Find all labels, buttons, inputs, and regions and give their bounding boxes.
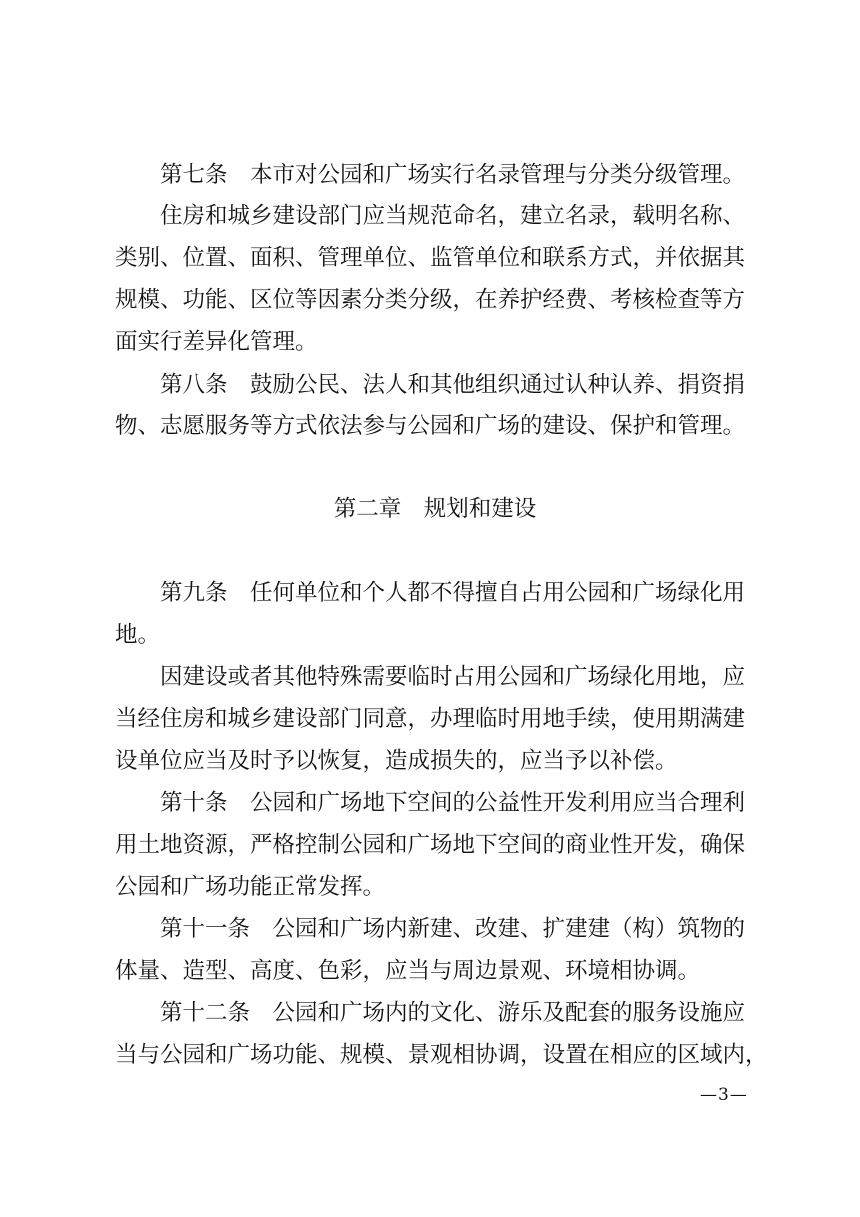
article-11-line-2: 体量、造型、高度、色彩，应当与周边景观、环境相协调。 [115,958,701,984]
article-10-line-3: 公园和广场功能正常发挥。 [115,874,386,900]
article-9-para2-line-1: 因建设或者其他特殊需要临时占用公园和广场绿化用地，应 [160,664,746,690]
article-11-line-1: 第十一条 公园和广场内新建、改建、扩建建（构）筑物的 [160,916,746,942]
article-12-line-1: 第十二条 公园和广场内的文化、游乐及配套的服务设施应 [160,1000,746,1026]
article-9-line-1: 第九条 任何单位和个人都不得擅自占用公园和广场绿化用 [160,580,746,606]
article-10-line-1: 第十条 公园和广场地下空间的公益性开发利用应当合理利 [160,790,746,816]
article-9-line-2: 地。 [115,622,161,648]
article-9-para2-line-2: 当经住房和城乡建设部门同意，办理临时用地手续，使用期满建 [115,706,746,732]
article-9-para2-line-3: 设单位应当及时予以恢复，造成损失的，应当予以补偿。 [115,748,678,774]
article-10-line-2: 用土地资源，严格控制公园和广场地下空间的商业性开发，确保 [115,832,746,858]
article-7-line-1: 第七条 本市对公园和广场实行名录管理与分类分级管理。 [160,162,746,188]
article-7-line-3: 类别、位置、面积、管理单位、监管单位和联系方式，并依据其 [115,245,746,271]
chapter-heading: 第二章 规划和建设 [333,496,537,522]
article-8-line-1: 第八条 鼓励公民、法人和其他组织通过认种认养、捐资捐 [160,372,746,398]
article-8-line-2: 物、志愿服务等方式依法参与公园和广场的建设、保护和管理。 [115,413,746,439]
article-7-line-2: 住房和城乡建设部门应当规范命名，建立名录，载明名称、 [160,203,746,229]
page-number: —3— [700,1085,748,1105]
article-7-line-4: 规模、功能、区位等因素分类分级，在养护经费、考核检查等方 [115,287,746,313]
article-12-line-2: 当与公园和广场功能、规模、景观相协调，设置在相应的区域内， [115,1042,768,1068]
article-7-line-5: 面实行差异化管理。 [115,329,318,355]
